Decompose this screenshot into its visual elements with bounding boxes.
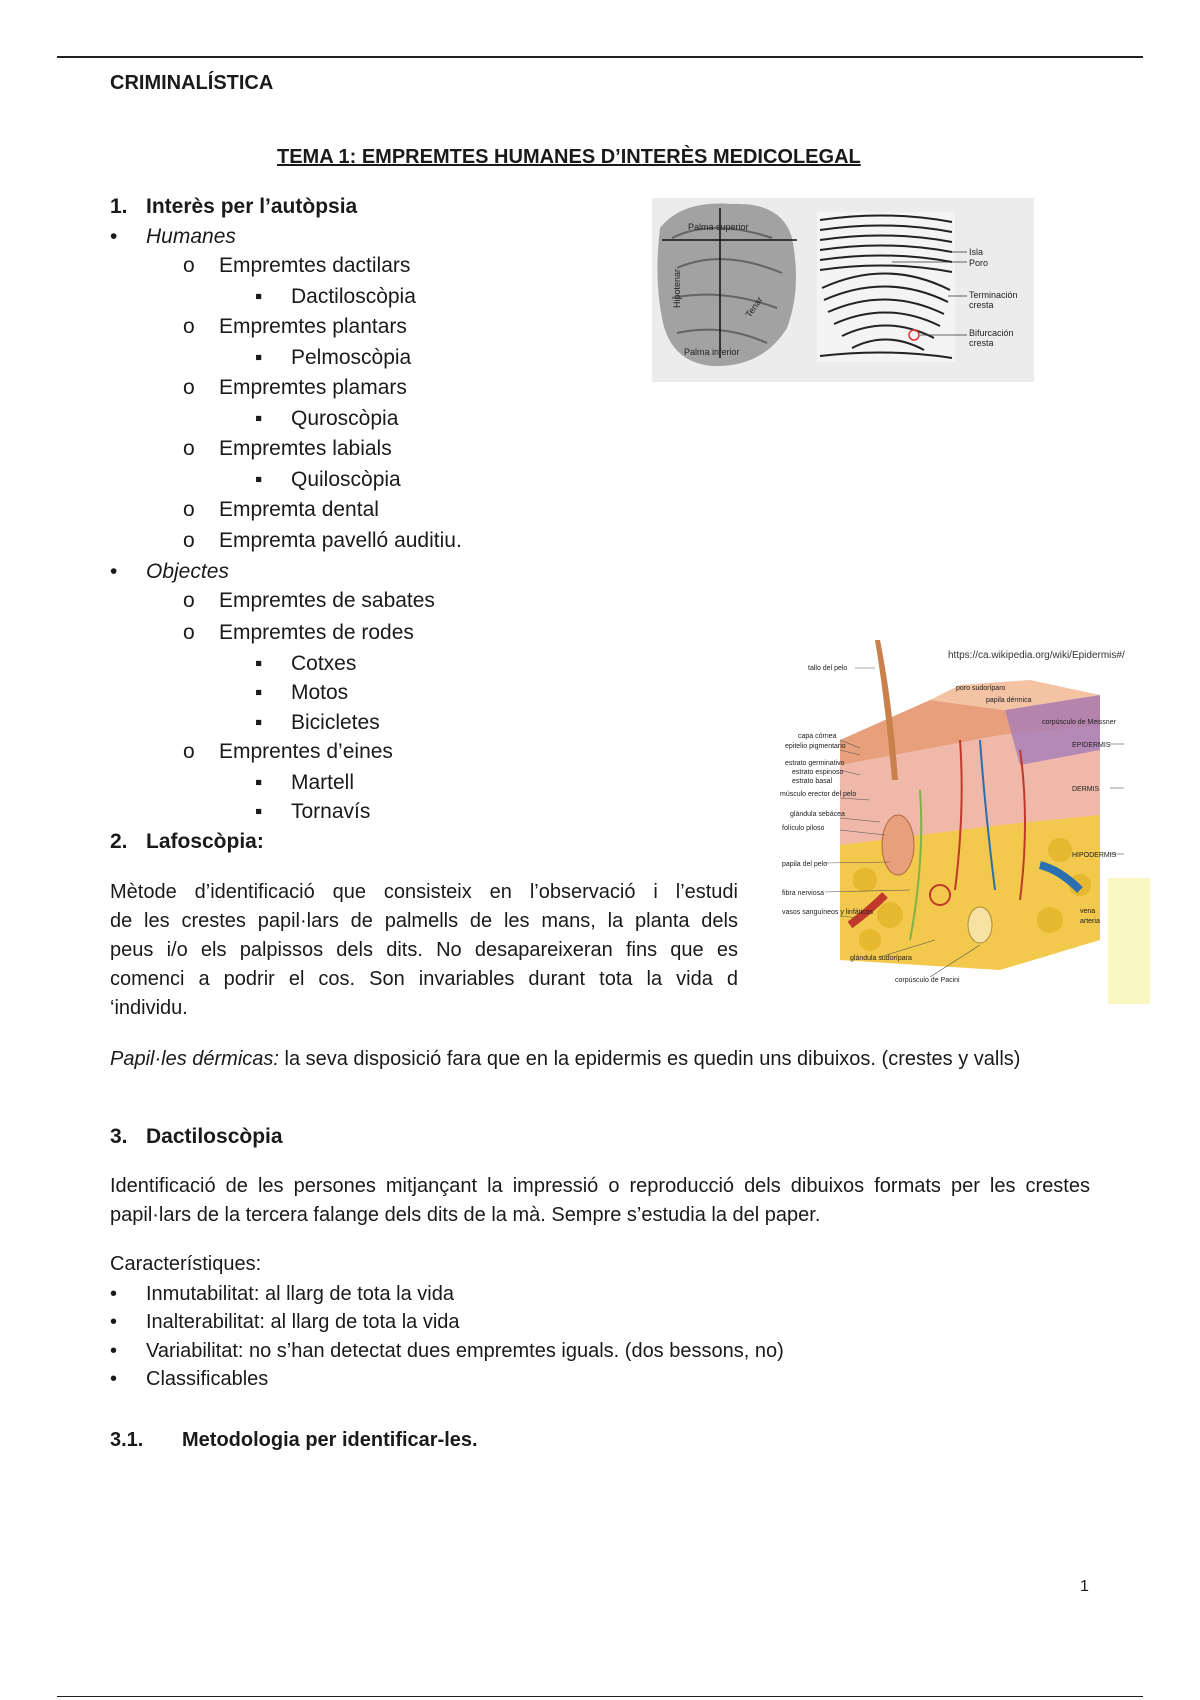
skin-label: HIPODERMIS [1072,852,1117,859]
list-item-text: Quroscòpia [291,407,399,430]
skin-label: papila del pelo [782,861,828,868]
section-3-heading [110,1125,283,1149]
skin-label: vena [1080,908,1096,915]
square-bullet-icon: ▪ [255,346,263,369]
bullet-icon: • [110,1283,118,1305]
list-item [255,711,380,735]
list-item-text: Empremta dental [219,498,379,521]
list-item-text: Dactiloscòpia [291,285,416,308]
term: Papil·les dérmicas: [110,1048,279,1070]
skin-label: fibra nerviosa [782,890,825,897]
isla-label: Isla [969,247,984,257]
section-title: Metodologia per identificar-les. [182,1429,478,1451]
list-item [183,315,407,339]
bifurcacion-label-line2: cresta [969,338,994,348]
circle-bullet-icon: o [183,437,195,460]
section-number: 3. [110,1125,128,1148]
circle-bullet-icon: o [183,376,195,399]
bullet-icon: • [110,225,118,248]
list-item [183,621,414,645]
list-item [255,800,370,824]
list-item [110,1337,784,1366]
sticky-note-highlight [1108,878,1150,1004]
section-title: Lafoscòpia: [146,830,264,853]
list-item-text: Classificables [146,1368,269,1390]
list-item-text: Variabilitat: no s’han detectat dues empremtes iguals. (dos bessons, no) [146,1340,784,1362]
list-item-text: Quiloscòpia [291,468,401,491]
definition: la seva disposició fara que en la epidermis es quedin uns dibuixos. (crestes y valls) [278,1048,1021,1070]
list-item-text: Motos [291,681,349,704]
list-item [183,740,393,764]
square-bullet-icon: ▪ [255,681,263,704]
bullet-icon: • [110,560,118,583]
section-number: 3.1. [110,1429,144,1451]
skin-label: folículo piloso [782,825,825,832]
square-bullet-icon: ▪ [255,711,263,734]
list-item [255,652,356,676]
circle-bullet-icon: o [183,498,195,521]
poro-label: Poro [969,258,989,268]
list-item [255,407,398,431]
list-item-text: Cotxes [291,652,357,675]
paragraph-line: peus i/o els palpissos dels dits. No desapareixeran fins que es [110,939,738,961]
list-item [183,498,379,522]
fingerprint-image [817,212,955,362]
circle-bullet-icon: o [183,589,195,612]
list-item [255,771,354,795]
skin-label: glándula sudorípara [850,955,912,962]
paragraph-line: ‘individu. [110,997,188,1019]
list-item [183,254,410,278]
terminacion-label-line2: cresta [969,300,994,310]
section-title: Interès per l’autòpsia [146,195,358,218]
list-item-text: Empremtes plantars [219,315,407,338]
source-url: https://ca.wikipedia.org/wiki/Epidermis#/ [948,650,1125,661]
skin-label: tallo del pelo [808,665,848,672]
bullet-icon: • [110,1311,118,1333]
list-item [183,437,392,461]
paragraph-line: de les crestes papil·lars de palmells de les mans, la planta dels [110,910,738,932]
list-item-text: Martell [291,771,355,794]
skin-label: vasos sanguíneos y linfáticos [782,909,874,916]
list-item [183,529,462,553]
circle-bullet-icon: o [183,621,195,644]
skin-label: DERMIS [1072,786,1100,793]
list-item-text: Empremtes de sabates [219,589,435,612]
list-item-text: Tornavís [291,800,371,823]
list-item [110,1280,454,1309]
skin-label: epitelio pigmentario [785,743,846,750]
skin-label: arteria [1080,918,1100,925]
list-item [183,589,435,613]
list-item-text: Empremtes plamars [219,376,407,399]
square-bullet-icon: ▪ [255,652,263,675]
square-bullet-icon: ▪ [255,285,263,308]
section-number: 2. [110,830,128,853]
page-number: 1 [1080,1578,1089,1595]
list-item [255,681,348,705]
circle-bullet-icon: o [183,529,195,552]
palma-superior-label: Palma superior [688,222,749,232]
dactiloscopia-paragraph: Identificació de les persones mitjançant la impressió o reproducció dels dibuixos formats per les crestes papil·lars de la tercera falange dels dits de la mà. Sempre s’estudia la del paper. [110,1175,1090,1226]
list-item [183,376,407,400]
lafoscopia-paragraph [110,878,738,1023]
circle-bullet-icon: o [183,315,195,338]
tenar-label: Tenar [743,294,765,320]
list-item-text: Pelmoscòpia [291,346,412,369]
square-bullet-icon: ▪ [255,407,263,430]
list-item-text: Empremtes labials [219,437,392,460]
skin-anatomy-figure [780,640,1152,1018]
paragraph-line: Mètode d’identificació que consisteix en l’observació i l’estudi [110,881,738,903]
skin-label: corpúsculo de Meissner [1042,719,1116,726]
list-item-text: Empremta pavelló auditiu. [219,529,462,552]
fingerprint-figure [652,198,1034,382]
palma-inferior-label: Palma inferior [684,347,740,357]
bullet-icon: • [110,1368,118,1390]
list-item-text: Inalterabilitat: al llarg de tota la vida [146,1311,460,1333]
category-label: Humanes [146,225,236,248]
circle-bullet-icon: o [183,740,195,763]
hipotenar-label: Hipotenar [672,268,682,308]
skin-label: estrato espinoso [792,769,844,776]
list-item [255,468,401,492]
square-bullet-icon: ▪ [255,800,263,823]
skin-label: corpúsculo de Pacini [895,977,960,984]
skin-label: estrato germinativo [785,760,845,767]
list-item-text: Empremtes dactilars [219,254,411,277]
page-title: TEMA 1: EMPREMTES HUMANES D’INTERÈS MEDICOLEGAL [277,146,861,168]
skin-label: EPIDERMIS [1072,742,1111,749]
list-item [110,225,236,249]
bullet-icon: • [110,1340,118,1362]
list-item-text: Inmutabilitat: al llarg de tota la vida [146,1283,454,1305]
square-bullet-icon: ▪ [255,771,263,794]
bottom-rule [57,1696,1143,1697]
section-title: Dactiloscòpia [146,1125,283,1148]
list-item [110,560,229,584]
skin-label: papila dérmica [986,697,1032,704]
papil-paragraph [110,1045,1090,1074]
section-2-heading [110,830,264,854]
circle-bullet-icon: o [183,254,195,277]
skin-label: músculo erector del pelo [780,791,857,798]
list-item-text: Bicicletes [291,711,380,734]
characteristics-label: Característiques: [110,1253,262,1275]
terminacion-label: Terminación [969,290,1018,300]
skin-label: glándula sebácea [790,811,845,818]
skin-label: poro sudoríparo [956,685,1006,692]
square-bullet-icon: ▪ [255,468,263,491]
top-rule [57,56,1143,58]
list-item [110,1365,268,1394]
list-item [255,285,416,309]
skin-label: estrato basal [792,778,833,785]
paragraph-line: comenci a podrir el cos. Son invariables durant tota la vida d [110,968,738,990]
list-item [255,346,411,370]
skin-label: capa córnea [798,733,837,740]
list-item-text: Emprentes d’eines [219,740,393,763]
bifurcacion-label: Bifurcación [969,328,1014,338]
section-number: 1. [110,195,128,218]
list-item-text: Empremtes de rodes [219,621,414,644]
category-label: Objectes [146,560,229,583]
subject-header: CRIMINALÍSTICA [110,72,274,94]
list-item [110,1308,460,1337]
section-1-heading [110,195,357,219]
subsection-heading [110,1429,478,1452]
